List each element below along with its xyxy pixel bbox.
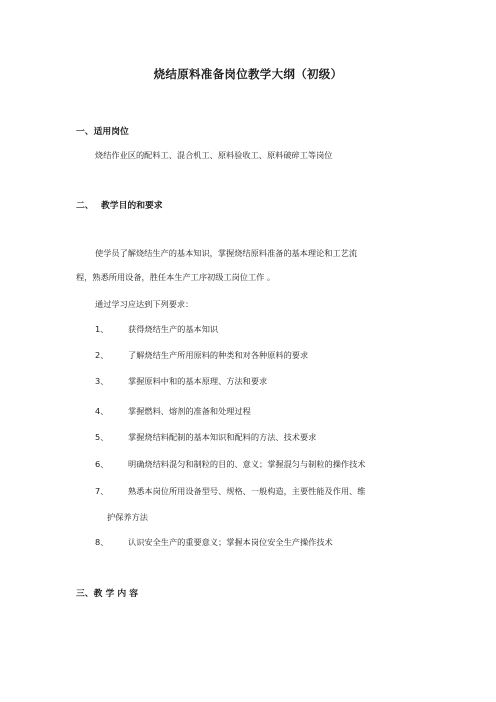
section-number: 一、 [76, 127, 94, 137]
paragraph-line: 通过学习应达到下列要求： [95, 299, 194, 309]
list-item-text: 明确烧结料混匀和制粒的目的、意义；掌握混匀与制粒的操作技术 [128, 459, 366, 469]
section-title: 适用岗位 [93, 127, 129, 137]
paragraph-line: 程，熟悉所用设备，胜任本生产工序初级工岗位工作 。 [76, 272, 276, 282]
section-number: 三、 [76, 589, 94, 599]
paragraph-line: 使学员了解烧结生产的基本知识，掌握烧结原料准备的基本理论和工艺流 [95, 248, 358, 258]
list-item-text: 了解烧结生产所用原料的种类和对各种原料的要求 [128, 350, 309, 360]
section-paragraph: 烧结作业区的配料工、混合机工、原料验收工、原料破碎工等岗位 [95, 150, 333, 160]
list-item-text: 掌握燃料、熔剂的准备和处理过程 [128, 406, 251, 416]
section-title: 教 学 内 容 [93, 589, 138, 599]
section-heading-2 [76, 198, 163, 211]
list-item-number: 3、 [95, 376, 109, 386]
list-item-text: 掌握原料中和的基本原理、方法和要求 [128, 376, 268, 386]
list-item-text: 掌握烧结料配制的基本知识和配料的方法、技术要求 [128, 432, 317, 442]
list-item-number: 7、 [95, 486, 109, 496]
section-heading-1 [76, 124, 129, 137]
list-item-number: 8、 [95, 537, 109, 547]
list-item-text: 获得烧结生产的基本知识 [128, 324, 219, 334]
section-number: 二、 [76, 201, 94, 211]
document-title: 烧结原料准备岗位教学大纲（初级） [153, 67, 343, 81]
list-item-number: 4、 [95, 406, 109, 416]
section-heading-3 [76, 586, 138, 599]
list-item-number: 2、 [95, 350, 109, 360]
section-title: 教学目的和要求 [101, 201, 163, 211]
list-item-text: 熟悉本岗位所用设备型号、规格、一般构造，主要性能及作用、维 [128, 486, 366, 496]
list-item-number: 1、 [95, 324, 109, 334]
list-item-number: 5、 [95, 432, 109, 442]
list-item-text: 认识安全生产的重要意义；掌握本岗位安全生产操作技术 [128, 537, 333, 547]
list-item-number: 6、 [95, 459, 109, 469]
list-item-continuation: 护保养方法 [107, 512, 148, 522]
